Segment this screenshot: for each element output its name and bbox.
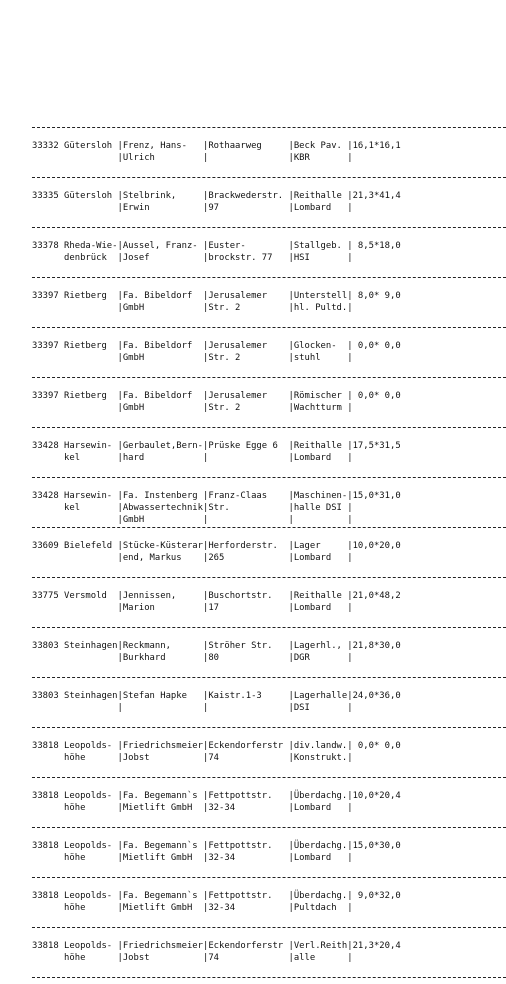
record-line: höhe |Jobst |74 |alle | [32,953,353,963]
listing-record [32,490,506,527]
record-listing [32,127,506,984]
record-line: |Marion |17 |Lombard | [32,603,353,613]
dashed-separator [32,527,506,534]
dashed-separator [32,377,506,384]
dashed-separator [32,777,506,784]
listing-record [32,440,506,477]
record-line: 33818 Leopolds- |Fa. Begemann`s |Fettpottstr. |Überdachg.|15,0*30,0 [32,841,401,851]
dashed-separator [32,927,506,934]
record-line: |end, Markus |265 |Lombard | [32,553,353,563]
listing-record [32,540,506,577]
record-line: höhe |Mietlift GmbH |32-34 |Pultdach | [32,903,353,913]
listing-record [32,690,506,727]
record-line: |GmbH |Str. 2 |hl. Pultd.| [32,303,353,313]
dashed-separator [32,627,506,634]
listing-record [32,390,506,427]
record-line: 33397 Rietberg |Fa. Bibeldorf |Jerusalemer |Glocken- | 0,0* 0,0 [32,341,401,351]
listing-record [32,740,506,777]
record-line: 33397 Rietberg |Fa. Bibeldorf |Jerusalemer |Unterstell| 8,0* 9,0 [32,291,401,301]
listing-record [32,840,506,877]
dashed-separator [32,327,506,334]
record-line: 33803 Steinhagen|Reckmann, |Ströher Str. |Lagerhl., |21,8*30,0 [32,641,401,651]
listing-record [32,240,506,277]
record-line: höhe |Jobst |74 |Konstrukt.| [32,753,353,763]
record-line: 33818 Leopolds- |Friedrichsmeier|Eckendorferstr |div.landw.| 0,0* 0,0 [32,741,401,751]
record-line: höhe |Mietlift GmbH |32-34 |Lombard | [32,853,353,863]
dashed-separator [32,127,506,134]
dashed-separator [32,477,506,484]
listing-record [32,640,506,677]
listing-record [32,790,506,827]
record-line: kel |hard | |Lombard | [32,453,353,463]
record-line: |Ulrich | |KBR | [32,153,353,163]
record-line: |Erwin |97 |Lombard | [32,203,353,213]
record-line: denbrück |Josef |brockstr. 77 |HSI | [32,253,353,263]
listing-record [32,590,506,627]
dashed-separator [32,827,506,834]
record-line: 33609 Bielefeld |Stücke-Küsterar|Herforderstr. |Lager |10,0*20,0 [32,541,401,551]
record-line: |GmbH |Str. 2 |stuhl | [32,353,353,363]
listing-record [32,940,506,977]
record-line: |Burkhard |80 |DGR | [32,653,353,663]
record-line: 33775 Versmold |Jennissen, |Buschortstr. |Reithalle |21,0*48,2 [32,591,401,601]
dashed-separator [32,227,506,234]
dashed-separator [32,427,506,434]
record-line: 33397 Rietberg |Fa. Bibeldorf |Jerusalemer |Römischer | 0,0* 0,0 [32,391,401,401]
record-line: |GmbH |Str. 2 |Wachtturm | [32,403,353,413]
listing-record [32,340,506,377]
listing-record [32,140,506,177]
dashed-separator [32,577,506,584]
record-list [32,140,506,984]
record-line: 33818 Leopolds- |Fa. Begemann`s |Fettpottstr. |Überdachg.| 9,0*32,0 [32,891,401,901]
record-line: 33818 Leopolds- |Friedrichsmeier|Eckendorferstr |Verl.Reith|21,3*20,4 [32,941,401,951]
dashed-separator [32,727,506,734]
dashed-separator [32,277,506,284]
record-line: 33818 Leopolds- |Fa. Begemann`s |Fettpottstr. |Überdachg.|10,0*20,4 [32,791,401,801]
dashed-separator [32,177,506,184]
dashed-separator [32,977,506,984]
listing-record [32,290,506,327]
dashed-separator [32,677,506,684]
record-line: kel |Abwassertechnik|Str. |halle DSI | [32,503,353,513]
record-line: 33803 Steinhagen|Stefan Hapke |Kaistr.1-3 |Lagerhalle|24,0*36,0 [32,691,401,701]
record-line: 33428 Harsewin- |Fa. Instenberg |Franz-Claas |Maschinen-|15,0*31,0 [32,491,401,501]
dashed-separator [32,877,506,884]
record-line: 33335 Gütersloh |Stelbrink, |Brackwederstr. |Reithalle |21,3*41,4 [32,191,401,201]
listing-record [32,890,506,927]
record-line: 33378 Rheda-Wie-|Aussel, Franz- |Euster- |Stallgeb. | 8,5*18,0 [32,241,401,251]
record-line: |GmbH | | | [32,515,353,525]
record-line: 33332 Gütersloh |Frenz, Hans- |Rothaarweg |Beck Pav. |16,1*16,1 [32,141,401,151]
record-line: höhe |Mietlift GmbH |32-34 |Lombard | [32,803,353,813]
record-line: 33428 Harsewin- |Gerbaulet,Bern-|Prüske Egge 6 |Reithalle |17,5*31,5 [32,441,401,451]
listing-record [32,190,506,227]
record-line: | | |DSI | [32,703,353,713]
